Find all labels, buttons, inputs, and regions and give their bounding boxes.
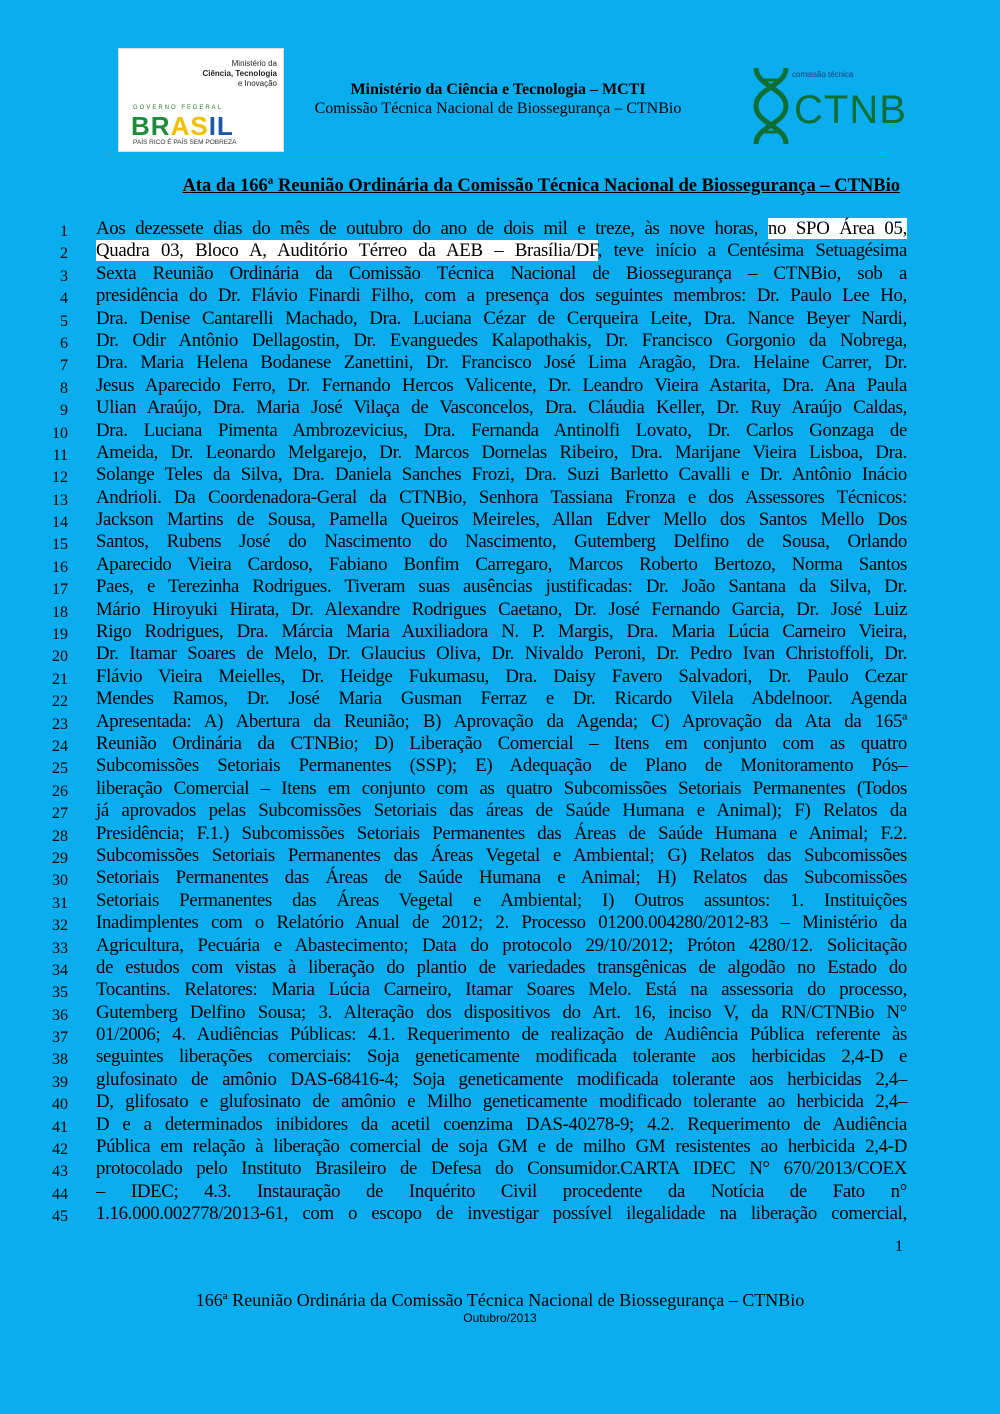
line-number: 6	[60, 334, 68, 352]
line-text	[96, 576, 907, 598]
line-number: 44	[52, 1185, 68, 1203]
line-text	[96, 890, 907, 912]
text-line	[0, 1091, 1000, 1113]
line-text	[96, 1114, 907, 1136]
text-line	[0, 397, 1000, 419]
line-text-segment: Setoriais Permanentes das Áreas de Saúde Humana e Animal; H) Relatos das Subcomissões	[96, 867, 907, 889]
text-line	[0, 285, 1000, 307]
line-text-segment: Gutemberg Delfino Sousa; 3. Alteração dos dispositivos do Art. 16, inciso V, da RN/CTNBio N°	[96, 1001, 907, 1023]
line-text	[96, 621, 907, 643]
text-line	[0, 823, 1000, 845]
line-text	[96, 464, 907, 486]
text-line	[0, 554, 1000, 576]
line-text-segment: Apresentada: A) Abertura da Reunião; B) Aprovação da Agenda; C) Aprovação da Ata da 165ª	[96, 710, 907, 732]
line-text-segment: Ulian Araújo, Dra. Maria José Vilaça de Vasconcelos, Dra. Cláudia Keller, Dr. Ruy Araújo Caldas,	[96, 397, 907, 419]
line-text-segment: Aparecido Vieira Cardoso, Fabiano Bonfim Carregaro, Marcos Roberto Bertozo, Norma Santos	[96, 553, 907, 575]
line-text	[96, 957, 907, 979]
ministry-title: Ministério da Ciência e Tecnologia – MCTI	[350, 81, 646, 98]
header-center	[288, 80, 708, 118]
ministry-logo-line1: Ministério da	[231, 59, 277, 68]
line-text-segment: Subcomissões Setoriais Permanentes (SSP); E) Adequação de Plano de Monitoramento Pós–	[96, 755, 907, 777]
line-text	[96, 666, 907, 688]
brasil-word-part: BR	[131, 111, 171, 141]
line-text	[96, 509, 907, 531]
text-line	[0, 733, 1000, 755]
text-line	[0, 352, 1000, 374]
line-text-segment: Dra. Luciana Pimenta Ambrozevicius, Dra. Fernanda Antinolfi Lovato, Dr. Carlos Gonzaga de	[96, 419, 907, 441]
line-number: 34	[52, 961, 68, 979]
line-text	[96, 823, 907, 845]
text-line	[0, 420, 1000, 442]
line-text-segment: Mário Hiroyuki Hirata, Dr. Alexandre Rodrigues Caetano, Dr. José Fernando Garcia, Dr. José Luiz	[96, 598, 907, 620]
text-line	[0, 509, 1000, 531]
line-number: 31	[52, 894, 68, 912]
text-line	[0, 218, 1000, 240]
brasil-word-part: IL	[208, 111, 234, 141]
line-text	[96, 979, 907, 1001]
line-text-segment: Jesus Aparecido Ferro, Dr. Fernando Hercos Valicente, Dr. Leandro Vieira Astarita, Dra. Ana Paula	[96, 374, 907, 396]
ministry-logo-line2: Ciência, Tecnologia	[202, 69, 277, 78]
gov-federal-label: GOVERNO FEDERAL	[133, 105, 224, 111]
text-line	[0, 531, 1000, 553]
text-line	[0, 1136, 1000, 1158]
line-text-segment: Solange Teles da Silva, Dra. Daniela Sanches Frozi, Dra. Suzi Barletto Cavalli e Dr. Antônio Inácio	[96, 464, 907, 486]
line-text	[96, 800, 907, 822]
line-number: 1	[60, 223, 68, 240]
line-number: 13	[52, 491, 68, 509]
line-number: 42	[52, 1141, 68, 1159]
line-text	[96, 733, 907, 755]
text-line	[0, 599, 1000, 621]
dna-helix-icon	[750, 66, 794, 146]
line-text-segment: já aprovados pelas Subcomissões Setoriais das áreas de Saúde Humana e Animal); F) Relatos da	[96, 800, 907, 822]
text-line	[0, 1024, 1000, 1046]
line-number: 37	[52, 1029, 68, 1047]
line-text	[96, 1091, 907, 1113]
numbered-body-text	[0, 218, 1000, 1226]
text-line	[0, 688, 1000, 710]
commission-title: Comissão Técnica Nacional de Biossegurança – CTNBio	[314, 100, 682, 117]
text-line	[0, 800, 1000, 822]
line-text	[96, 912, 907, 934]
line-text-segment: Dr. Itamar Soares de Melo, Dr. Glaucius Oliva, Dr. Nivaldo Peroni, Dr. Pedro Ivan Christoffoli, Dr.	[96, 643, 907, 665]
line-text-segment: glufosinato de amônio DAS-68416-4; Soja geneticamente modificada tolerante aos herbicidas 2,4–	[96, 1068, 907, 1090]
line-text	[96, 867, 907, 889]
line-text-segment: Sexta Reunião Ordinária da Comissão Técnica Nacional de Biossegurança – CTNBio, sob a	[96, 262, 907, 284]
line-text-segment: D e a determinados inibidores da acetil coenzima DAS-40278-9; 4.2. Requerimento de Audiência	[96, 1113, 907, 1135]
line-text	[96, 1002, 907, 1024]
line-text	[96, 1046, 907, 1068]
line-text-segment: 1.16.000.002778/2013-61, com o escopo de investigar possível ilegalidade na liberação comercial,	[96, 1203, 907, 1225]
line-text-segment: Agricultura, Pecuária e Abastecimento; Data do protocolo 29/10/2012; Próton 4280/12. Solicitação	[96, 934, 907, 956]
text-line	[0, 330, 1000, 352]
text-line	[0, 1203, 1000, 1225]
line-number: 8	[60, 379, 68, 397]
text-line	[0, 935, 1000, 957]
line-text-segment: seguintes liberações comerciais: Soja geneticamente modificada tolerante aos herbicidas 2,4-D e	[96, 1046, 907, 1068]
line-number: 36	[52, 1006, 68, 1024]
text-line	[0, 487, 1000, 509]
line-text	[96, 1024, 907, 1046]
line-number: 14	[52, 514, 68, 532]
line-number: 30	[52, 872, 68, 890]
line-text	[96, 285, 907, 307]
ctnb-small-label: comissão técnica	[792, 70, 854, 79]
line-number: 11	[52, 446, 68, 464]
line-text-segment: Reunião Ordinária da CTNBio; D) Liberação Comercial – Itens em conjunto com as quatro	[96, 732, 907, 754]
line-text	[96, 1158, 907, 1180]
text-line	[0, 957, 1000, 979]
line-number: 25	[52, 760, 68, 778]
text-line	[0, 643, 1000, 665]
text-line	[0, 442, 1000, 464]
line-text-segment: protocolado pelo Instituto Brasileiro de Defesa do Consumidor.CARTA IDEC N° 670/2013/COEX	[96, 1158, 907, 1180]
line-text	[96, 935, 907, 957]
ctnb-logo	[750, 66, 907, 146]
line-text	[96, 308, 907, 330]
line-number: 10	[52, 424, 68, 442]
line-text-segment: Dr. Odir Antônio Dellagostin, Dr. Evanguedes Kalapothakis, Dr. Francisco Gorgonio da Nobrega,	[96, 329, 907, 351]
footer-date: Outubro/2013	[463, 1311, 537, 1325]
line-text	[96, 352, 907, 374]
line-text	[96, 688, 907, 710]
text-line	[0, 867, 1000, 889]
line-text	[96, 845, 907, 867]
line-number: 22	[52, 693, 68, 711]
line-text	[96, 330, 907, 352]
ministry-logo	[118, 48, 284, 152]
line-text	[96, 397, 907, 419]
line-number: 7	[60, 357, 68, 375]
gov-slogan: PAÍS RICO É PAÍS SEM POBREZA	[133, 139, 237, 146]
line-number: 19	[52, 626, 68, 644]
line-number: 43	[52, 1163, 68, 1181]
line-text	[96, 1203, 907, 1225]
text-line	[0, 1181, 1000, 1203]
line-number: 33	[52, 939, 68, 957]
ministry-logo-line3: e Inovação	[237, 79, 277, 88]
highlighted-text: no SPO Área 05,	[767, 218, 907, 239]
line-text-segment: Mendes Ramos, Dr. José Maria Gusman Ferraz e Dr. Ricardo Vilela Abdelnoor. Agenda	[96, 688, 907, 710]
line-number: 12	[52, 469, 68, 487]
line-text-segment: Ameida, Dr. Leonardo Melgarejo, Dr. Marcos Dornelas Ribeiro, Dra. Marijane Vieira Lisboa, Dra.	[96, 441, 907, 463]
line-number: 5	[60, 312, 68, 330]
document-title: Ata da 166ª Reunião Ordinária da Comissão Técnica Nacional de Biossegurança – CTNBio	[182, 176, 900, 196]
line-text	[96, 375, 907, 397]
line-number: 28	[52, 827, 68, 845]
line-text-segment: Andrioli. Da Coordenadora-Geral da CTNBio, Senhora Tassiana Fronza e dos Assessores Técnicos:	[96, 486, 907, 508]
line-text-segment: Aos dezessete dias do mês de outubro do ano de dois mil e treze, às nove horas,	[96, 218, 768, 239]
text-line	[0, 621, 1000, 643]
line-text-segment: – IDEC; 4.3. Instauração de Inquérito Civil procedente da Notícia de Fato n°	[96, 1180, 907, 1202]
text-line	[0, 1114, 1000, 1136]
line-text	[96, 755, 907, 777]
line-text	[96, 218, 907, 240]
line-number: 2	[60, 245, 68, 263]
text-line	[0, 240, 1000, 262]
line-text-segment: Tocantins. Relatores: Maria Lúcia Carneiro, Itamar Soares Melo. Está na assessoria do processo,	[96, 979, 907, 1001]
line-number: 35	[52, 984, 68, 1002]
header-divider	[110, 153, 888, 154]
text-line	[0, 979, 1000, 1001]
line-number: 3	[60, 267, 68, 285]
ministry-logo-text	[202, 59, 277, 89]
text-line	[0, 711, 1000, 733]
line-text-segment: Flávio Vieira Meielles, Dr. Heidge Fukumasu, Dra. Daisy Favero Salvadori, Dr. Paulo Cezar	[96, 665, 907, 687]
line-text	[96, 1069, 907, 1091]
page-number: 1	[895, 1238, 903, 1255]
line-number: 15	[52, 536, 68, 554]
footer-title: 166ª Reunião Ordinária da Comissão Técnica Nacional de Biossegurança – CTNBio	[195, 1290, 805, 1310]
text-line	[0, 464, 1000, 486]
line-number: 4	[60, 290, 68, 308]
text-line	[0, 1002, 1000, 1024]
brasil-word-part: AS	[170, 111, 209, 141]
line-text-segment: de estudos com vistas à liberação do plantio de variedades transgênicas de algodão no Estado do	[96, 956, 907, 978]
line-text-segment: Inadimplentes com o Relatório Anual de 2012; 2. Processo 01200.004280/2012-83 – Ministério da	[96, 912, 907, 934]
line-number: 38	[52, 1051, 68, 1069]
text-line	[0, 845, 1000, 867]
line-number: 40	[52, 1096, 68, 1114]
line-text	[96, 1181, 907, 1203]
line-number: 23	[52, 715, 68, 733]
text-line	[0, 576, 1000, 598]
line-number: 27	[52, 805, 68, 823]
line-number: 41	[52, 1118, 68, 1136]
line-text-segment: , teve início a Centésima Setuagésima	[597, 240, 907, 262]
line-number: 21	[52, 670, 68, 688]
line-number: 17	[52, 581, 68, 599]
text-line	[0, 755, 1000, 777]
line-number: 18	[52, 603, 68, 621]
text-line	[0, 375, 1000, 397]
line-text	[96, 643, 907, 665]
line-text	[96, 442, 907, 464]
line-number: 9	[60, 402, 68, 420]
line-text	[96, 263, 907, 285]
ctnb-wordmark: CTNB	[794, 88, 907, 132]
text-line	[0, 308, 1000, 330]
brasil-logo-word	[131, 111, 234, 142]
line-text-segment: liberação Comercial – Itens em conjunto com as quatro Subcomissões Setoriais Permanentes (Todos	[96, 777, 907, 799]
line-text-segment: Subcomissões Setoriais Permanentes das Áreas Vegetal e Ambiental; G) Relatos das Subcomissões	[96, 844, 907, 866]
text-line	[0, 1158, 1000, 1180]
line-number: 39	[52, 1073, 68, 1091]
line-text	[96, 240, 907, 262]
line-number: 24	[52, 737, 68, 755]
line-number: 16	[52, 558, 68, 576]
text-line	[0, 778, 1000, 800]
line-text-segment: Dra. Maria Helena Bodanese Zanettini, Dr. Francisco José Lima Aragão, Dra. Helaine Carrer, Dr.	[96, 352, 907, 374]
line-number: 29	[52, 849, 68, 867]
line-number: 26	[52, 782, 68, 800]
text-line	[0, 666, 1000, 688]
line-number: 20	[52, 648, 68, 666]
text-line	[0, 890, 1000, 912]
line-text	[96, 420, 907, 442]
line-text	[96, 1136, 907, 1158]
line-number: 32	[52, 917, 68, 935]
text-line	[0, 1069, 1000, 1091]
line-text-segment: Rigo Rodrigues, Dra. Márcia Maria Auxiliadora N. P. Margis, Dra. Maria Lúcia Carneiro Vieira,	[96, 621, 907, 643]
line-text-segment: 01/2006; 4. Audiências Públicas: 4.1. Requerimento de realização de Audiência Pública referente às	[96, 1024, 907, 1046]
highlighted-text: Quadra 03, Bloco A, Auditório Térreo da AEB – Brasília/DF	[96, 240, 598, 262]
line-text-segment: Setoriais Permanentes das Áreas Vegetal e Ambiental; I) Outros assuntos: 1. Instituições	[96, 889, 907, 911]
page-header	[118, 48, 907, 156]
line-text	[96, 487, 907, 509]
line-text-segment: Jackson Martins de Sousa, Pamella Queiros Meireles, Allan Edver Mello dos Santos Mello Dos	[96, 509, 907, 531]
line-text	[96, 778, 907, 800]
line-text	[96, 554, 907, 576]
line-text-segment: Pública em relação à liberação comercial de soja GM e de milho GM resistentes ao herbicida 2,4-D	[96, 1136, 907, 1158]
line-text	[96, 599, 907, 621]
text-line	[0, 263, 1000, 285]
line-text-segment: Presidência; F.1.) Subcomissões Setoriais Permanentes das Áreas de Saúde Humana e Animal; F.2.	[96, 822, 907, 844]
line-text	[96, 711, 907, 733]
line-text-segment: Santos, Rubens José do Nascimento do Nascimento, Gutemberg Delfino de Sousa, Orlando	[96, 531, 907, 553]
text-line	[0, 912, 1000, 934]
line-text-segment: D, glifosato e glufosinato de amônio e Milho geneticamente modificado tolerante ao herbicida 2,4–	[96, 1091, 907, 1113]
line-text-segment: Dra. Denise Cantarelli Machado, Dra. Luciana Cézar de Cerqueira Leite, Dra. Nance Beyer Nardi,	[96, 307, 907, 329]
text-line	[0, 1046, 1000, 1068]
line-text-segment: Paes, e Terezinha Rodrigues. Tiveram suas ausências justificadas: Dr. João Santana da Silva, Dr.	[96, 576, 907, 598]
line-text	[96, 531, 907, 553]
page-footer	[0, 1290, 1000, 1325]
line-number: 45	[52, 1208, 68, 1226]
line-text-segment: presidência do Dr. Flávio Finardi Filho, com a presença dos seguintes membros: Dr. Paulo Lee Ho,	[96, 285, 907, 307]
